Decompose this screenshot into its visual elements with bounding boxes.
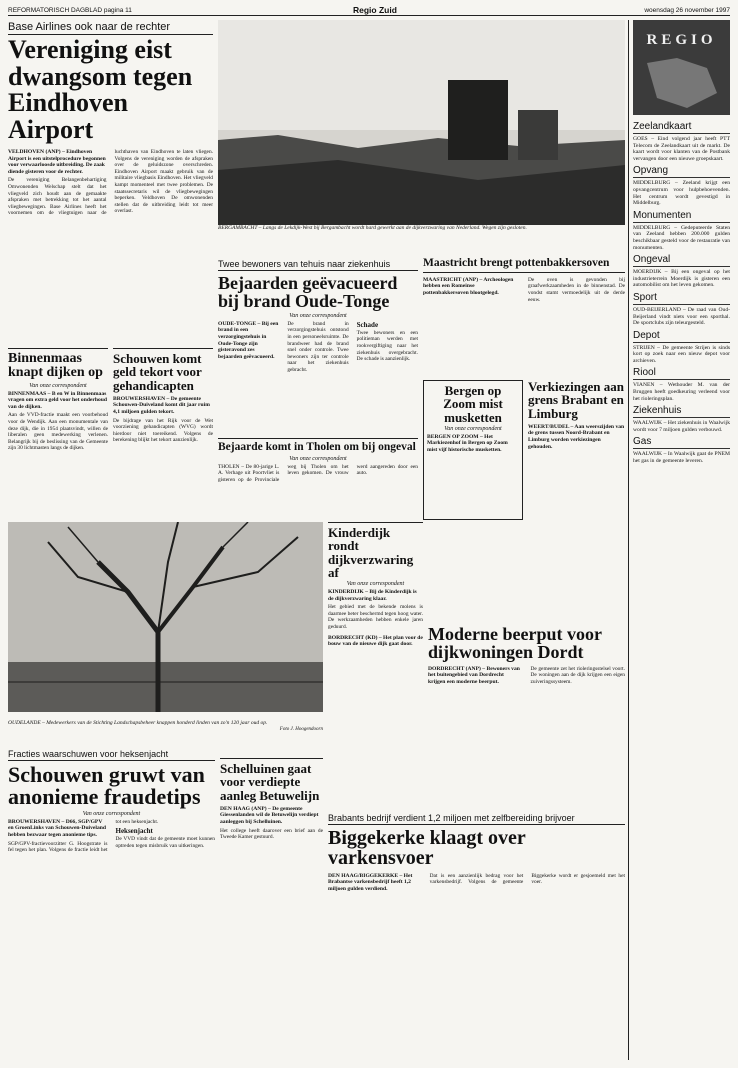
regio-logo [633, 20, 730, 115]
article-body: De brand in verzorgingstehuis ontstond in een personeelsruimte. De brandweer had de brand snel onder controle. Twee bewoners zijn ter controle naar het ziekenhuis gebracht. [287, 320, 349, 373]
article-body-2: De VVD vindt dat de gemeente moet kunnen optreden tegen misbruik van uitkeringen. [115, 836, 215, 850]
regio-section-text: WAALWIJK – Het ziekenhuis in Waalwijk wordt voor 7 miljoen gulden verbouwd. [633, 420, 730, 433]
article-lead: OUDE-TONGE – Bij een brand in een verzorgingstehuis in Oude-Tonge zijn gisteravond zes bejaarden geëvacueerd. [218, 320, 279, 360]
article-eindhoven-airport [8, 20, 213, 346]
article-headline: Maastricht brengt pottenbakkersoven [423, 258, 625, 273]
regio-section-head: Sport [633, 292, 730, 305]
article-headline: Vereniging eist dwangsom tegen Eindhoven Airport [8, 35, 193, 144]
article-lead: KINDERDIJK – Bij de Kinderdijk is de dijkverzwaring klaar. [328, 589, 417, 602]
regio-section-text: WAALWIJK – In Waalwijk gaat de PNEM het gas in de gemeente leveren. [633, 451, 730, 465]
article-byline: Van onze correspondent [346, 581, 405, 587]
regio-section-head: Ziekenhuis [633, 405, 730, 418]
article-bergen-op-zoom [423, 380, 523, 520]
article-body-2: Twee bewoners en een politieman werden met rookvergiftiging naar het ziekenhuis overgebracht. De schade is aanzienlijk. [356, 329, 418, 363]
article-extra: BORDRECHT (KD) – Het plan voor de bouw van de nieuwe dijk gaat door. [328, 634, 423, 648]
article-body: Het gebied met de bekende molens is daarmee beter beschermd tegen hoog water. De werkzaamheden hebben enkele jaren geduurd. [328, 604, 423, 630]
article-headline: Bejaarden geëvacueerd bij brand Oude-Tonge [218, 273, 398, 312]
regio-section-text: MIDDELBURG – Gedeputeerde Staten van Zeeland hebben 200.000 gulden beschikbaar gesteld voor de restauratie van monumenten. [633, 224, 730, 251]
map-icon [637, 53, 727, 113]
article-body: Dat is een aanzienlijk bedrag voor het varkensbedrijf. Volgens de gemeente Biggekerke wordt er gesjoemeld met het voer. [429, 872, 625, 886]
article-dordt-beerput [428, 625, 625, 810]
article-lead: BINNENMAAS – B en W in Binnenmaas vragen om extra geld voor het onderhoud van de dijken. [8, 390, 108, 410]
article-headline: Moderne beerput voor dijkwoningen Dordt [428, 625, 602, 663]
header-left: REFORMATORISCH DAGBLAD pagina 11 [8, 7, 132, 14]
regio-section-text: GOES – Eind volgend jaar heeft PTT Telecom de Zeelandkaart uit de markt. De kaart wordt voor klanten van de Postbank vervangen door een nieuwe groepskaart. [633, 136, 730, 162]
regio-section-head: Gas [633, 436, 730, 449]
article-schelluinen [220, 758, 323, 1058]
article-headline: Kinderdijk rondt dijkverzwaring af [328, 525, 414, 580]
tree-photo [8, 522, 323, 712]
article-lead: DEN HAAG/BIGGEKERKE – Het Brabantse varkensbedrijf heeft 1,2 miljoen gulden verdiend. [328, 872, 413, 892]
article-headline: Biggekerke klaagt over varkensvoer [328, 827, 526, 870]
regio-section-head: Opvang [633, 165, 730, 178]
article-body: WEERT/BUDEL – Aan weerszijden van de grens tussen Noord-Brabant en Limburg worden verkiezingen gehouden. [528, 423, 625, 450]
article-body: BERGEN OP ZOOM – Het Markiezenhof in Bergen op Zoom mist vijf historische musketten. [427, 433, 508, 453]
photo-credit: Foto J. Hoogendoorn [279, 726, 323, 732]
regio-section-head: Zeelandkaart [633, 121, 730, 134]
article-kicker: Fracties waarschuwen voor heksenjacht [8, 748, 215, 761]
article-byline: Van onze correspondent [289, 455, 347, 462]
header-center: Regio Zuid [353, 5, 397, 15]
regio-section-text: MIDDELBURG – Zeeland krijgt een opvangcentrum voor hulpbehoevenden. Het centrum wordt gevestigd in Middelburg. [633, 180, 730, 207]
article-maastricht [423, 258, 625, 376]
article-lead: MAASTRICHT (ANP) – Archeologen hebben een Romeinse pottenbakkersoven blootgelegd. [423, 276, 514, 296]
article-kinderdijk [328, 522, 423, 754]
article-lead: DEN HAAG (ANP) – De gemeente Giessenlanden wil de Betuwelijn verdiept aanleggen bij Schelluinen. [220, 805, 319, 825]
article-biggekerke [328, 812, 625, 1060]
article-headline: Schelluinen gaat voor verdiepte aanleg Betuwelijn [220, 761, 320, 803]
landscape-photo [218, 20, 625, 255]
photo-caption: BERGAMBACHT – Langs de Lekdijk-West bij Bergambacht wordt hard gewerkt aan de dijkverzwaring van Nederland. Wegen zijn gesloten. [218, 225, 625, 255]
article-lead: DORDRECHT (ANP) – Bewoners van het buitengebied van Dordrecht krijgen een moderne beerput. [428, 665, 520, 685]
regio-section-head: Depot [633, 330, 730, 343]
article-body: SGP/GPV-fractievoorzitter G. Hoogstrate is fel tegen het plan. Volgens de fractie leidt het tot een heksenjacht. [8, 818, 159, 854]
article-lead: BROUWERSHAVEN – D66, SGP/GPV en GroenLinks van Schouwen-Duiveland hebben bezwaar tegen anonieme tips. [8, 818, 106, 839]
regio-section-head: Ongeval [633, 254, 730, 267]
article-tholen [218, 438, 418, 518]
article-kicker: Brabants bedrijf verdient 1,2 miljoen met zelfbereiding brijvoer [328, 812, 625, 825]
article-subhead: Heksenjacht [115, 827, 153, 836]
photo-oudelande [8, 522, 323, 744]
article-kicker: Twee bewoners van tehuis naar ziekenhuis [218, 258, 418, 271]
article-byline: Van onze correspondent [289, 312, 347, 319]
regio-section-text: OUD-BEIJERLAND – De raad van Oud-Beijerland vindt niets voor een sporthal. De sportclubs zijn teleurgesteld. [633, 306, 730, 327]
article-schouwen-fraudetips [8, 748, 215, 1060]
regio-section-text: MOERDIJK – Bij een ongeval op het industrieterrein Moerdijk is gisteren een automobilist om het leven gekomen. [633, 269, 730, 289]
article-headline: Schouwen komt geld tekort voor gehandicapten [113, 351, 202, 393]
article-body: De oven is gevonden bij graafwerkzaamheden in de binnenstad. De vondst stamt vermoedelijk uit de derde eeuw. [528, 276, 625, 303]
article-lead: BROUWERSHAVEN – De gemeente Schouwen-Duiveland komt dit jaar ruim 4,1 miljoen gulden tekort. [113, 395, 210, 415]
article-headline: Bergen op Zoom mist musketten [443, 383, 503, 425]
article-body: THOLEN – De 80-jarige L. A. Verhage uit Poortvliet is gisteren op de Provinciale weg bij Tholen om het leven gekomen. De vrouw werd aangereden door een auto. [218, 463, 418, 483]
photo-bergambacht [218, 20, 625, 255]
article-byline: Van onze correspondent [444, 425, 502, 432]
article-body: De gemeente zet het rioleringsstelsel voort. De woningen aan de dijk krijgen een eigen zuiveringssysteem. [530, 665, 625, 685]
regio-section-head: Riool [633, 367, 730, 380]
article-lead: VELDHOVEN (ANP) – Eindhoven Airport is een uitstelprocedure begonnen voor verwaarloosde uitbreiding. De zaak diende gisteren voor de rechter. [8, 149, 106, 175]
header-right: woensdag 26 november 1997 [644, 7, 730, 14]
regio-section-head: Monumenten [633, 210, 730, 223]
article-verkiezingen [528, 380, 625, 620]
article-headline: Binnenmaas knapt dijken op [8, 351, 103, 381]
article-binnenmaas [8, 348, 108, 518]
regio-title: REGIO [646, 32, 717, 48]
article-body: De vereniging Belangenbehartiging Omwonenden Welschap stelt dat het vliegveld zich houdt aan de gemaakte afspraken met betrekking tot het aantal vliegbewegingen. Base Airlines heeft het voornemen om de vliegtuigen naar de luchthaven van Eindhoven te laten vliegen. Volgens de vereniging worden de afspraken over de geluidszone overschreden. Eindhoven Airport maakt gebruik van de militaire vliegbasis Eindhoven. Het vliegveld kampt momenteel met twee problemen. De staatssecretaris wil de vliegbewegingen beperken. Veldhoven De omwonenden stellen dat de uitbreiding leidt tot meer overlast. [8, 149, 213, 217]
page-header [8, 5, 730, 16]
article-headline: Verkiezingen aan grens Brabant en Limburg [528, 380, 624, 421]
regio-section-text: STRIJEN – De gemeente Strijen is sinds kort op zoek naar een nieuw depot voor archieven. [633, 344, 730, 364]
article-oude-tonge [218, 258, 418, 436]
article-subhead: Schade [356, 320, 379, 329]
article-body: Het college heeft daarover een brief aan de Tweede Kamer gestuurd. [220, 827, 323, 841]
article-byline: Van onze correspondent [82, 810, 141, 817]
article-headline: Schouwen gruwt van anonieme fraudetips [8, 762, 205, 810]
article-headline: Bejaarde komt in Tholen om bij ongeval [218, 441, 416, 453]
regio-section-text: VIANEN – Wethouder M. van der Bruggen heeft goedkeuring verleend voor het rioleringsplan. [633, 382, 730, 402]
article-schouwen-gehandicapten [113, 348, 213, 518]
photo-caption: OUDELANDE – Medewerkers van de Stichting Landschapsbeheer knappen honderd linden van zo'n 120 jaar oud op. [8, 720, 268, 726]
article-body: Aan de VVD-fractie maakt een voorbehoud voor de Wendijk. Aan een monumentale van deze dijk, die in 1954 plaatsvindt, willen de liberalen geen medewerking verlenen. Belangrijk bij de beslissing van de Gemeente zijn 30 lichtmasten langs de dijken. [8, 412, 108, 452]
article-body: De bijdrage van het Rijk voor de Wet voorziening gehandicapten (WVG) wordt hierdoor niet toereikend. Volgens de berekening blijkt het tekort aanzienlijk. [113, 417, 213, 444]
regio-column [628, 20, 730, 1060]
article-byline: Van onze correspondent [29, 382, 87, 389]
article-kicker: Base Airlines ook naar de rechter [8, 20, 213, 35]
